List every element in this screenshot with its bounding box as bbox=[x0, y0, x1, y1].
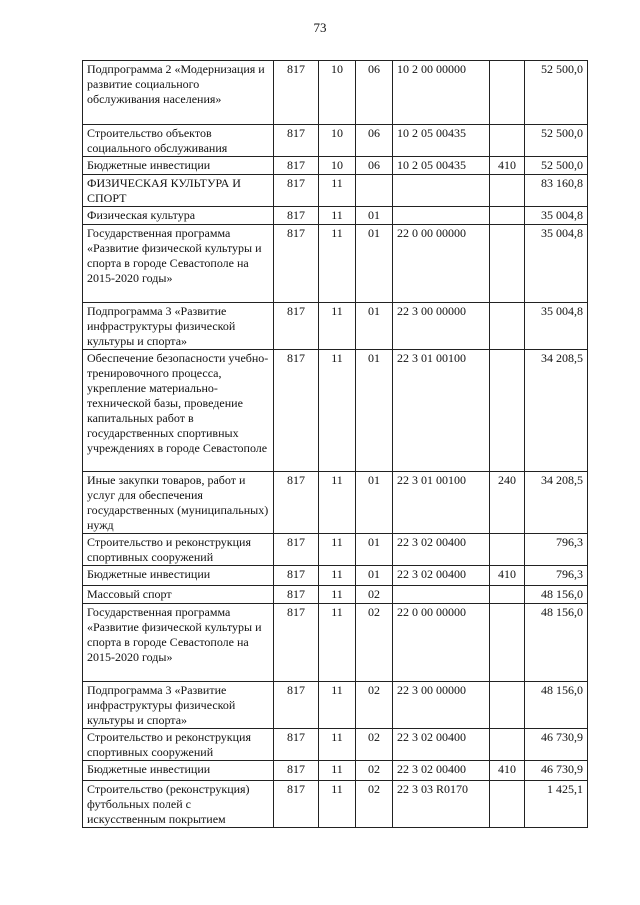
row-sum-cell: 35 004,8 bbox=[525, 303, 588, 350]
row-admin-code-cell: 817 bbox=[274, 303, 319, 350]
row-sum-cell: 1 425,1 bbox=[525, 781, 588, 828]
row-sum-cell: 34 208,5 bbox=[525, 472, 588, 534]
row-sum-cell: 83 160,8 bbox=[525, 175, 588, 207]
row-admin-code-cell: 817 bbox=[274, 175, 319, 207]
row-admin-code-cell: 817 bbox=[274, 207, 319, 225]
row-section-cell: 11 bbox=[319, 682, 356, 729]
row-target-code-cell: 22 3 02 00400 bbox=[393, 761, 490, 781]
table-row bbox=[83, 729, 588, 761]
row-target-code-cell: 22 3 02 00400 bbox=[393, 534, 490, 566]
row-name-cell: Бюджетные инвестиции bbox=[83, 566, 274, 586]
row-target-code-cell: 10 2 05 00435 bbox=[393, 157, 490, 175]
row-target-code-cell: 22 3 00 00000 bbox=[393, 303, 490, 350]
row-admin-code-cell: 817 bbox=[274, 586, 319, 604]
row-admin-code-cell: 817 bbox=[274, 125, 319, 157]
row-name-cell: Массовый спорт bbox=[83, 586, 274, 604]
row-subsection-cell: 01 bbox=[356, 207, 393, 225]
row-subsection-cell bbox=[356, 175, 393, 207]
row-name-cell: Строительство объектов социального обслуживания bbox=[83, 125, 274, 157]
budget-table-body bbox=[83, 61, 588, 828]
row-subsection-cell: 02 bbox=[356, 781, 393, 828]
row-sum-cell: 52 500,0 bbox=[525, 157, 588, 175]
row-name-cell: Физическая культура bbox=[83, 207, 274, 225]
row-name-cell: Строительство (реконструкция) футбольных полей с искусственным покрытием bbox=[83, 781, 274, 828]
row-section-cell: 11 bbox=[319, 586, 356, 604]
row-target-code-cell bbox=[393, 175, 490, 207]
row-admin-code-cell: 817 bbox=[274, 350, 319, 472]
row-target-code-cell: 22 3 03 R0170 bbox=[393, 781, 490, 828]
table-row bbox=[83, 175, 588, 207]
row-section-cell: 11 bbox=[319, 175, 356, 207]
row-expense-type-cell bbox=[490, 586, 525, 604]
row-admin-code-cell: 817 bbox=[274, 682, 319, 729]
row-expense-type-cell bbox=[490, 125, 525, 157]
row-name-cell: Обеспечение безопасности учебно-тренировочного процесса, укрепление материально-технической базы, проведение капитальных работ в государственных спортивных учреждениях в городе Севастополе bbox=[83, 350, 274, 472]
row-expense-type-cell bbox=[490, 61, 525, 125]
row-subsection-cell: 01 bbox=[356, 566, 393, 586]
table-row bbox=[83, 225, 588, 303]
row-name-cell: Подпрограмма 3 «Развитие инфраструктуры физической культуры и спорта» bbox=[83, 682, 274, 729]
row-expense-type-cell bbox=[490, 350, 525, 472]
row-expense-type-cell: 410 bbox=[490, 761, 525, 781]
row-name-cell: Строительство и реконструкция спортивных сооружений bbox=[83, 729, 274, 761]
row-sum-cell: 34 208,5 bbox=[525, 350, 588, 472]
table-row bbox=[83, 125, 588, 157]
row-expense-type-cell bbox=[490, 534, 525, 566]
row-admin-code-cell: 817 bbox=[274, 761, 319, 781]
row-sum-cell: 52 500,0 bbox=[525, 61, 588, 125]
row-section-cell: 10 bbox=[319, 125, 356, 157]
row-subsection-cell: 01 bbox=[356, 472, 393, 534]
row-section-cell: 11 bbox=[319, 761, 356, 781]
row-expense-type-cell: 410 bbox=[490, 157, 525, 175]
row-target-code-cell: 10 2 05 00435 bbox=[393, 125, 490, 157]
row-sum-cell: 48 156,0 bbox=[525, 586, 588, 604]
row-target-code-cell: 22 0 00 00000 bbox=[393, 225, 490, 303]
table-row bbox=[83, 781, 588, 828]
row-subsection-cell: 06 bbox=[356, 61, 393, 125]
row-subsection-cell: 01 bbox=[356, 303, 393, 350]
row-target-code-cell: 22 3 02 00400 bbox=[393, 729, 490, 761]
row-section-cell: 10 bbox=[319, 61, 356, 125]
row-target-code-cell bbox=[393, 207, 490, 225]
row-sum-cell: 46 730,9 bbox=[525, 729, 588, 761]
table-row bbox=[83, 604, 588, 682]
row-target-code-cell: 22 3 01 00100 bbox=[393, 472, 490, 534]
row-name-cell: Бюджетные инвестиции bbox=[83, 761, 274, 781]
table-row bbox=[83, 207, 588, 225]
row-target-code-cell: 22 3 01 00100 bbox=[393, 350, 490, 472]
row-admin-code-cell: 817 bbox=[274, 729, 319, 761]
row-target-code-cell bbox=[393, 586, 490, 604]
row-target-code-cell: 22 0 00 00000 bbox=[393, 604, 490, 682]
row-section-cell: 11 bbox=[319, 604, 356, 682]
row-name-cell: ФИЗИЧЕСКАЯ КУЛЬТУРА И СПОРТ bbox=[83, 175, 274, 207]
row-subsection-cell: 01 bbox=[356, 225, 393, 303]
row-sum-cell: 46 730,9 bbox=[525, 761, 588, 781]
row-expense-type-cell: 410 bbox=[490, 566, 525, 586]
row-subsection-cell: 06 bbox=[356, 125, 393, 157]
row-admin-code-cell: 817 bbox=[274, 566, 319, 586]
row-subsection-cell: 02 bbox=[356, 586, 393, 604]
row-section-cell: 11 bbox=[319, 207, 356, 225]
row-expense-type-cell bbox=[490, 781, 525, 828]
row-section-cell: 11 bbox=[319, 534, 356, 566]
table-row bbox=[83, 761, 588, 781]
row-admin-code-cell: 817 bbox=[274, 61, 319, 125]
row-name-cell: Государственная программа «Развитие физической культуры и спорта в городе Севастополе на 2015-2020 годы» bbox=[83, 225, 274, 303]
row-name-cell: Бюджетные инвестиции bbox=[83, 157, 274, 175]
row-name-cell: Подпрограмма 2 «Модернизация и развитие социального обслуживания населения» bbox=[83, 61, 274, 125]
row-section-cell: 11 bbox=[319, 729, 356, 761]
table-row bbox=[83, 157, 588, 175]
row-expense-type-cell bbox=[490, 175, 525, 207]
row-name-cell: Подпрограмма 3 «Развитие инфраструктуры физической культуры и спорта» bbox=[83, 303, 274, 350]
row-admin-code-cell: 817 bbox=[274, 604, 319, 682]
row-admin-code-cell: 817 bbox=[274, 225, 319, 303]
row-expense-type-cell bbox=[490, 207, 525, 225]
row-section-cell: 11 bbox=[319, 781, 356, 828]
table-row bbox=[83, 303, 588, 350]
row-expense-type-cell: 240 bbox=[490, 472, 525, 534]
page-number: 73 bbox=[313, 20, 327, 35]
row-section-cell: 11 bbox=[319, 350, 356, 472]
row-section-cell: 11 bbox=[319, 566, 356, 586]
row-subsection-cell: 02 bbox=[356, 761, 393, 781]
table-row bbox=[83, 534, 588, 566]
row-sum-cell: 35 004,8 bbox=[525, 207, 588, 225]
row-name-cell: Государственная программа «Развитие физической культуры и спорта в городе Севастополе на 2015-2020 годы» bbox=[83, 604, 274, 682]
row-sum-cell: 35 004,8 bbox=[525, 225, 588, 303]
row-sum-cell: 48 156,0 bbox=[525, 682, 588, 729]
table-row bbox=[83, 682, 588, 729]
row-subsection-cell: 01 bbox=[356, 350, 393, 472]
row-expense-type-cell bbox=[490, 604, 525, 682]
row-admin-code-cell: 817 bbox=[274, 472, 319, 534]
budget-table bbox=[82, 60, 588, 828]
row-subsection-cell: 02 bbox=[356, 729, 393, 761]
row-section-cell: 11 bbox=[319, 225, 356, 303]
row-admin-code-cell: 817 bbox=[274, 534, 319, 566]
row-section-cell: 11 bbox=[319, 472, 356, 534]
row-name-cell: Строительство и реконструкция спортивных сооружений bbox=[83, 534, 274, 566]
row-admin-code-cell: 817 bbox=[274, 157, 319, 175]
row-subsection-cell: 06 bbox=[356, 157, 393, 175]
row-subsection-cell: 02 bbox=[356, 604, 393, 682]
row-expense-type-cell bbox=[490, 303, 525, 350]
row-expense-type-cell bbox=[490, 225, 525, 303]
table-row bbox=[83, 350, 588, 472]
table-row bbox=[83, 586, 588, 604]
row-target-code-cell: 22 3 00 00000 bbox=[393, 682, 490, 729]
row-expense-type-cell bbox=[490, 729, 525, 761]
row-admin-code-cell: 817 bbox=[274, 781, 319, 828]
row-target-code-cell: 10 2 00 00000 bbox=[393, 61, 490, 125]
row-subsection-cell: 01 bbox=[356, 534, 393, 566]
row-name-cell: Иные закупки товаров, работ и услуг для обеспечения государственных (муниципальных) нужд bbox=[83, 472, 274, 534]
row-target-code-cell: 22 3 02 00400 bbox=[393, 566, 490, 586]
row-section-cell: 11 bbox=[319, 303, 356, 350]
row-sum-cell: 796,3 bbox=[525, 534, 588, 566]
row-sum-cell: 52 500,0 bbox=[525, 125, 588, 157]
table-row bbox=[83, 472, 588, 534]
row-expense-type-cell bbox=[490, 682, 525, 729]
row-section-cell: 10 bbox=[319, 157, 356, 175]
row-sum-cell: 48 156,0 bbox=[525, 604, 588, 682]
row-sum-cell: 796,3 bbox=[525, 566, 588, 586]
table-row bbox=[83, 61, 588, 125]
row-subsection-cell: 02 bbox=[356, 682, 393, 729]
table-row bbox=[83, 566, 588, 586]
